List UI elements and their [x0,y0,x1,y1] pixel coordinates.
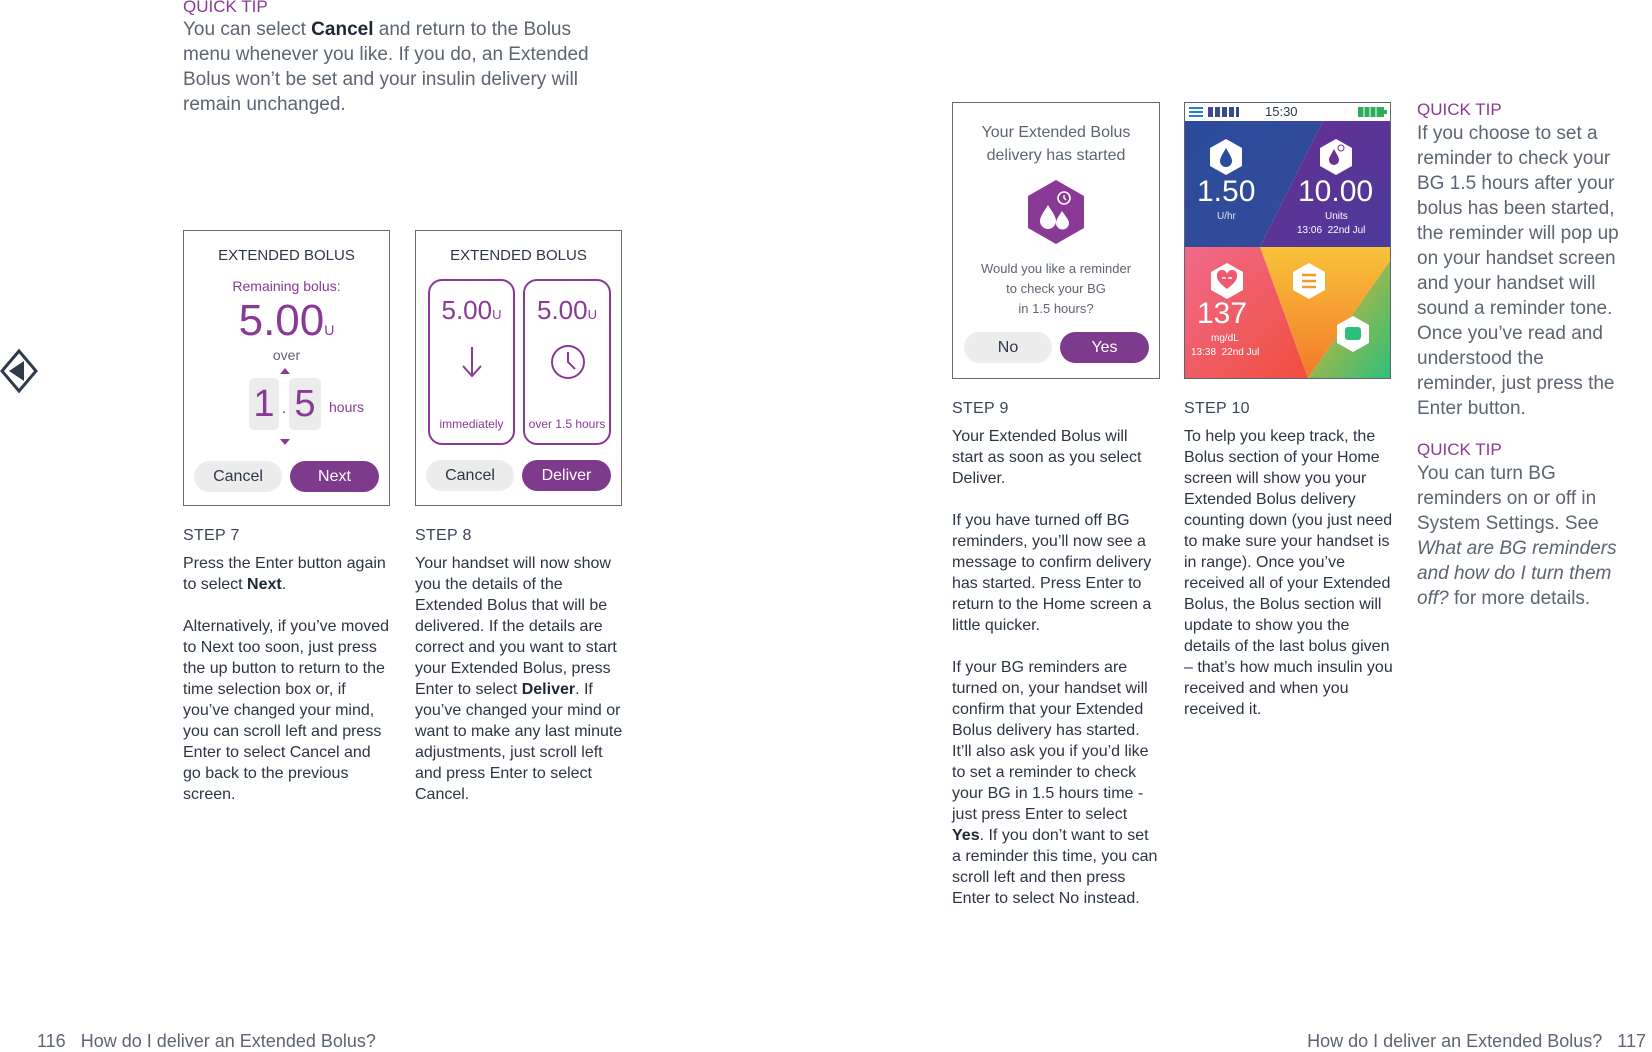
back-page-button[interactable] [0,348,40,394]
footer-title-right: How do I deliver an Extended Bolus? [1307,1031,1603,1051]
back-arrow-icon [0,348,40,394]
remaining-bolus-label: Remaining bolus: [232,278,341,294]
handset-screen-step7 [183,230,390,506]
deliver-button[interactable]: Deliver [522,460,611,491]
bg-timestamp: 13:38 22nd Jul [1191,347,1260,358]
footer-right [1307,1031,1646,1052]
remaining-bolus-value: 5.00U [238,296,335,345]
handset-screen-step8 [415,230,622,506]
hours-up-arrow-icon[interactable] [280,368,290,374]
step10-heading: STEP 10 [1184,400,1250,417]
basal-rate-unit: U/hr [1217,211,1236,222]
bolus-timestamp: 13:06 22nd Jul [1297,225,1366,236]
menu-icon [1189,107,1203,117]
extended-amount: 5.00U [537,295,597,325]
step7-text: Press the Enter button again to select Next. Alternatively, if you’ve moved to Next too soon, just press the up button to return to the time selection box or, if you’ve changed your mind, you can scroll left and press Enter to select Cancel and go back to the previous screen. [183,555,390,803]
down-arrow-icon [459,345,485,379]
over-label: over [272,347,301,363]
battery-icon [1358,107,1388,117]
delivery-started-title: Your Extended Bolus delivery has started [981,124,1131,164]
quick-tip-heading-reminder: QUICK TIP [1417,100,1502,119]
page-number-left: 116 [37,1031,66,1051]
over-hours-label: over 1.5 hours [528,417,606,431]
handset-screen-step9 [952,102,1160,379]
status-bar [1185,103,1390,121]
hours-integer-box[interactable]: 1 [249,378,279,430]
hours-unit-label: hours [329,399,365,415]
immediate-amount: 5.00U [441,295,502,325]
step7-heading: STEP 7 [183,527,240,544]
quick-tip-heading-settings: QUICK TIP [1417,440,1502,459]
cancel-button[interactable]: Cancel [194,461,282,492]
bolus-amount-unit: Units [1325,211,1348,222]
quick-tip-heading-top: QUICK TIP [183,0,268,16]
bg-value: 137 [1197,297,1248,330]
signal-strength-icon [1208,107,1240,117]
step9-heading: STEP 9 [952,400,1009,417]
immediate-bolus-option[interactable] [428,279,515,445]
clock-icon [550,344,586,380]
step8-heading: STEP 8 [415,527,472,544]
screen-title: EXTENDED BOLUS [450,247,587,264]
hours-fraction-box[interactable]: 5 [289,378,321,430]
bg-unit: mg/dL [1211,333,1239,344]
reminder-question: Would you like a reminder to check your BG in 1.5 hours? [980,261,1132,316]
footer-title-left: How do I deliver an Extended Bolus? [80,1031,376,1051]
step9-text: Your Extended Bolus will start as soon as you select Deliver. If you have turned off BG reminders, you’ll now see a message to confirm delivery has started. Press Enter to return to the Home screen a little quicker. If your BG reminders are turned on, your handset will confirm that your Extended Bolus delivery has started. It’ll also ask you if you’d like to set a reminder to check your BG in 1.5 hours time - just press Enter to select Yes. If you don’t want to set a reminder this time, you can scroll left and then press Enter to select No instead. [952,428,1158,907]
handset-home-screen-step10 [1184,102,1391,379]
quick-tip-text-reminder: If you choose to set a reminder to check your BG 1.5 hours after your bolus has been started, the reminder will pop up on your handset screen and your handset will sound a reminder tone. Once you’ve read and understood the reminder, just press the Enter button. [1417,123,1619,419]
yes-button[interactable]: Yes [1060,332,1149,363]
no-button[interactable]: No [964,332,1052,363]
quick-tip-text-top: You can select Cancel and return to the Bolus menu whenever you like. If you do, an Extended Bolus won’t be set and your insulin delivery will remain unchanged. [183,19,589,115]
page-number-right: 117 [1617,1031,1646,1051]
screen-title: EXTENDED BOLUS [218,247,355,264]
immediately-label: immediately [439,417,504,431]
hours-down-arrow-icon[interactable] [280,439,290,445]
bolus-started-icon [1026,179,1086,245]
footer-left [37,1031,376,1052]
extended-bolus-option[interactable] [523,279,611,445]
next-button[interactable]: Next [290,461,379,492]
hours-decimal-point: . [281,400,287,417]
clock-time: 15:30 [1265,104,1298,119]
hours-selector[interactable] [249,378,321,430]
quick-tip-text-settings: You can turn BG reminders on or off in System Settings. See What are BG reminders and how do I turn them off? for more details. [1417,463,1617,609]
bolus-amount-value: 10.00 [1298,175,1374,208]
cancel-button[interactable]: Cancel [426,460,514,491]
basal-rate-value: 1.50 [1197,175,1256,208]
step8-text: Your handset will now show you the details of the Extended Bolus that will be delivered. If the details are correct and you want to start your Extended Bolus, press Enter to select Deliver. If you’ve changed your mind or want to make any last minute adjustments, just scroll left and press Enter to select Cancel. [415,555,623,803]
step10-text: To help you keep track, the Bolus section of your Home screen will show you your Extended Bolus delivery counting down (you just need to make sure your handset is in range). Once you’ve received all of your Extended Bolus, the Bolus section will update to show you the details of the last bolus given – that’s how much insulin you received and when you received it. [1184,428,1393,718]
